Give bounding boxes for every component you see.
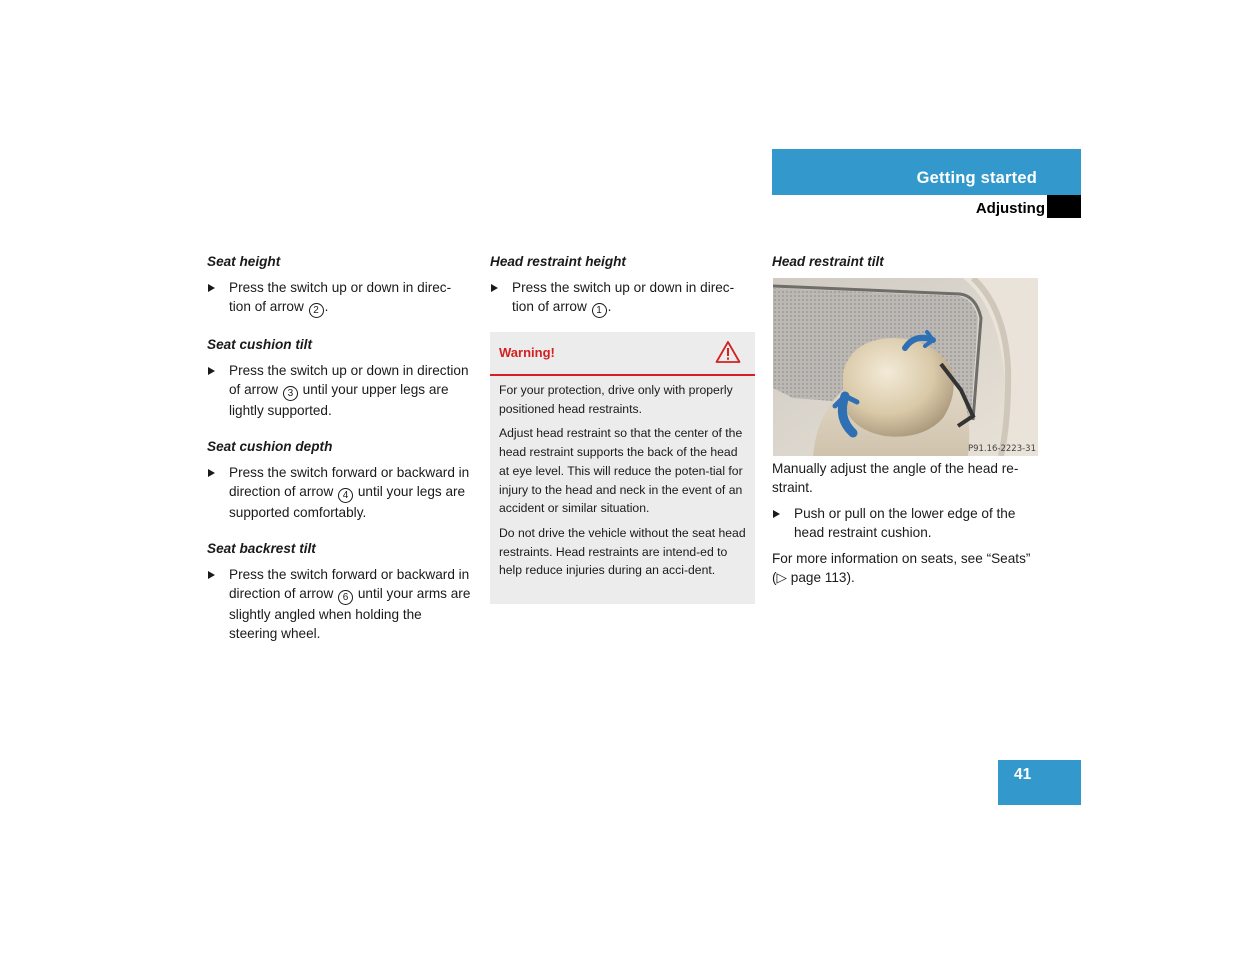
bullet-arrow-icon bbox=[208, 469, 215, 477]
bullet-arrow-icon bbox=[208, 571, 215, 579]
section-title: Getting started bbox=[916, 169, 1037, 187]
arrow-number-badge: 6 bbox=[338, 590, 353, 605]
column-seat-adjustments bbox=[207, 252, 472, 660]
warning-paragraph: For your protection, drive only with properly positioned head restraints. bbox=[499, 383, 733, 416]
head-restraint-illustration bbox=[773, 278, 1038, 456]
page-number-tab bbox=[998, 760, 1081, 805]
warning-label: Warning! bbox=[499, 345, 555, 360]
intro-text: Manually adjust the angle of the head re-straint. bbox=[772, 461, 1019, 495]
heading-seat-backrest-tilt: Seat backrest tilt bbox=[207, 541, 316, 556]
bullet-arrow-icon bbox=[208, 367, 215, 375]
heading-seat-cushion-tilt: Seat cushion tilt bbox=[207, 337, 312, 352]
warning-body bbox=[490, 376, 755, 580]
arrow-number-badge: 2 bbox=[309, 303, 324, 318]
step-seat-backrest-tilt: Press the switch forward or backward in direction of arrow 6 until your arms are slightly angled when holding the steering wheel. bbox=[207, 565, 472, 643]
heading-seat-cushion-depth: Seat cushion depth bbox=[207, 439, 333, 454]
warning-box bbox=[490, 332, 755, 604]
arrow-number-badge: 3 bbox=[283, 386, 298, 401]
header-marker bbox=[1047, 195, 1081, 218]
arrow-number-badge: 1 bbox=[592, 303, 607, 318]
step-seat-cushion-depth: Press the switch forward or backward in direction of arrow 4 until your legs are supported comfortably. bbox=[207, 463, 472, 522]
head-restraint-photo-icon bbox=[773, 278, 1038, 456]
head-restraint-tilt-text bbox=[772, 459, 1037, 594]
step-seat-cushion-tilt: Press the switch up or down in direction of arrow 3 until your upper legs are lightly supported. bbox=[207, 361, 472, 420]
heading-head-restraint-height: Head restraint height bbox=[490, 254, 626, 269]
more-info-link-text[interactable]: For more information on seats, see “Seats” (▷ page 113). bbox=[772, 551, 1031, 585]
heading-seat-height: Seat height bbox=[207, 254, 281, 269]
step-seat-height: Press the switch up or down in direc-tion of arrow 2 . bbox=[207, 278, 472, 318]
bullet-arrow-icon bbox=[773, 510, 780, 518]
image-reference-code: P91.16-2223-31 bbox=[967, 444, 1036, 454]
warning-triangle-icon bbox=[715, 340, 741, 364]
column-head-restraint-height bbox=[490, 252, 755, 335]
column-head-restraint-tilt bbox=[772, 252, 1037, 278]
heading-head-restraint-tilt: Head restraint tilt bbox=[772, 254, 884, 269]
bullet-arrow-icon bbox=[491, 284, 498, 292]
warning-header bbox=[490, 332, 755, 376]
warning-paragraph: Do not drive the vehicle without the seat head restraints. Head restraints are intend-ed to help reduce injuries during an acci-dent. bbox=[499, 525, 746, 578]
step-head-restraint-tilt: Push or pull on the lower edge of the head restraint cushion. bbox=[772, 504, 1037, 542]
subsection-title: Adjusting bbox=[975, 200, 1045, 217]
warning-paragraph: Adjust head restraint so that the center of the head restraint supports the back of the head at eye level. This will reduce the poten-tial for injury to the head and neck in the event of an accident or similar situation. bbox=[499, 426, 743, 516]
step-head-restraint-height: Press the switch up or down in direc-tion of arrow 1 . bbox=[490, 278, 755, 318]
bullet-arrow-icon bbox=[208, 284, 215, 292]
arrow-number-badge: 4 bbox=[338, 488, 353, 503]
page-number: 41 bbox=[1014, 766, 1032, 783]
